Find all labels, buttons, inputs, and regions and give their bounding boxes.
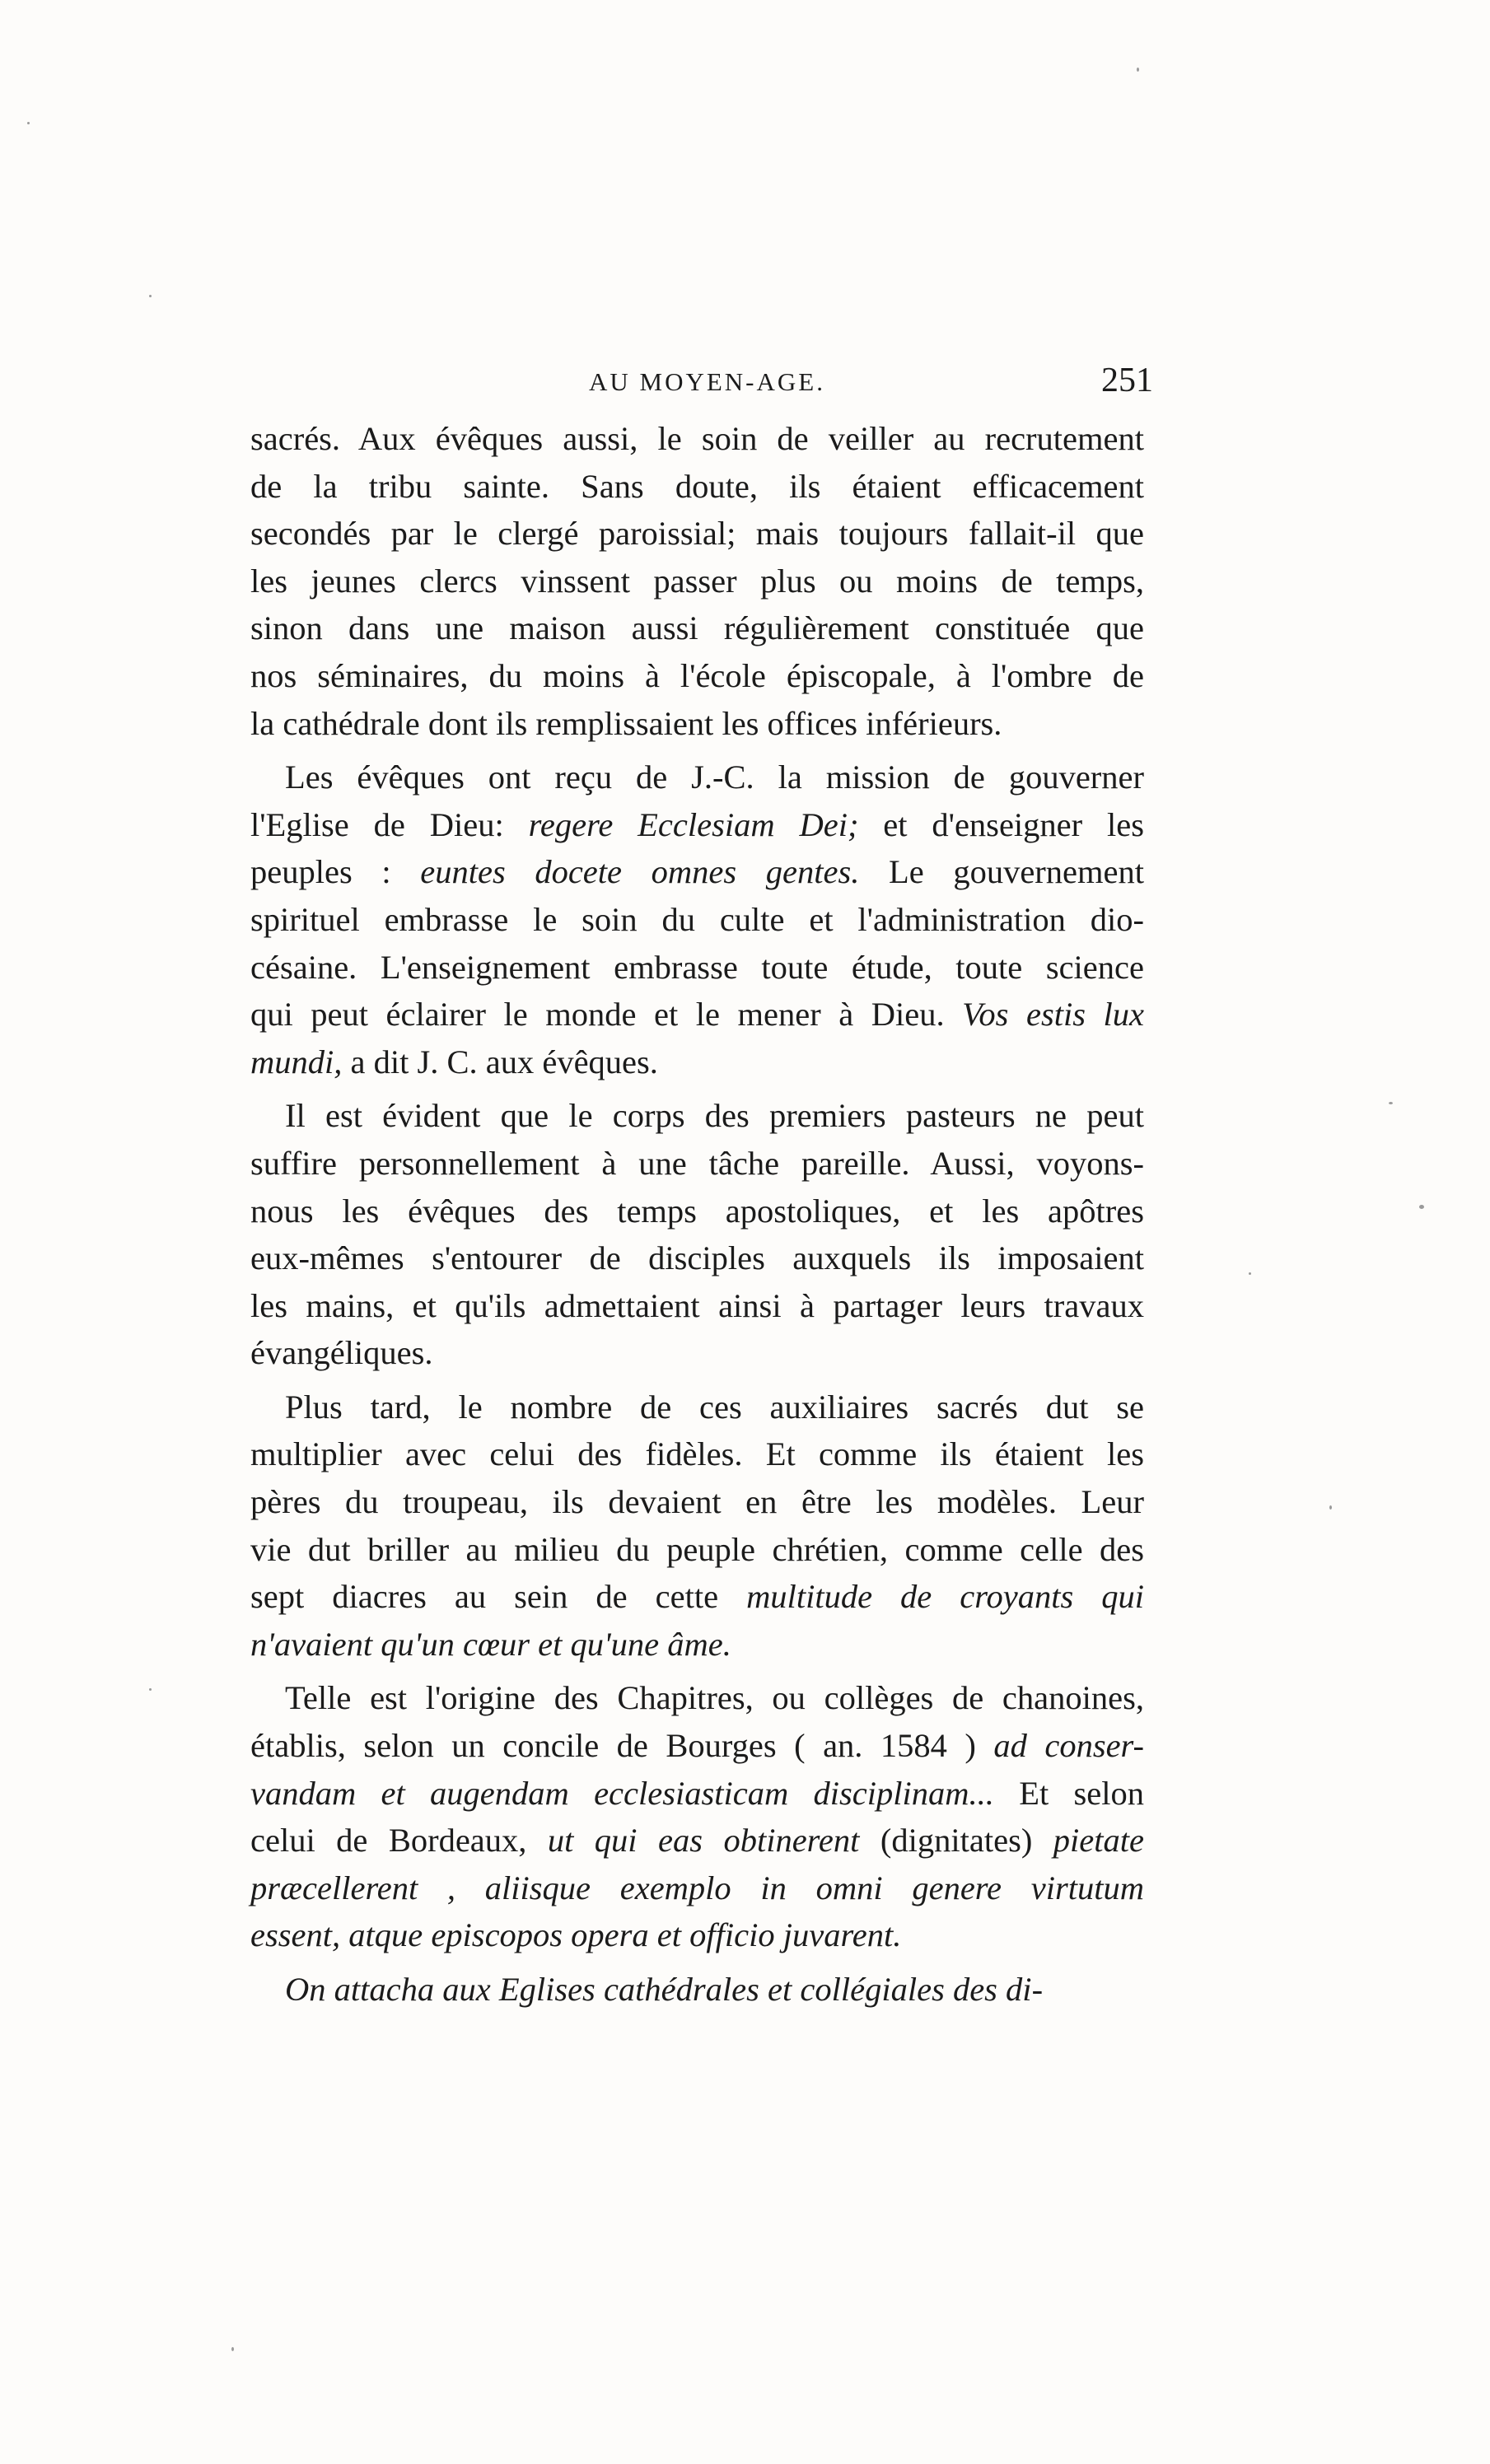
- text-run: Le gouvernement: [859, 853, 1144, 891]
- text-run: de la tribu sainte. Sans doute, ils étaient efficacement: [250, 467, 1144, 505]
- text-line: [250, 510, 1144, 558]
- text-run: sacrés. Aux évêques aussi, le soin de veiller au recrutement: [250, 420, 1144, 457]
- text-line: [250, 1911, 1144, 1959]
- text-line: [250, 1282, 1144, 1330]
- text-line: [250, 848, 1144, 896]
- paper-speck: [27, 122, 30, 124]
- text-run: sinon dans une maison aussi régulièrement constituée que: [250, 609, 1144, 647]
- text-line: [250, 1140, 1144, 1188]
- text-line: [250, 801, 1144, 849]
- paper-speck: [1329, 1505, 1332, 1510]
- paragraph: [250, 1384, 1144, 1668]
- text-line: [250, 1188, 1144, 1235]
- text-line: [250, 754, 1144, 801]
- paragraph: [250, 1092, 1144, 1377]
- text-line: [250, 1329, 1144, 1377]
- running-head: AU MOYEN-AGE.: [589, 367, 825, 396]
- text-run: les jeunes clercs vinssent passer plus ou moins de temps,: [250, 562, 1144, 600]
- text-line: [250, 1722, 1144, 1770]
- paper-speck: [231, 2347, 234, 2351]
- text-run: pères du troupeau, ils devaient en être les modèles. Leur: [250, 1483, 1144, 1521]
- text-line: [250, 558, 1144, 605]
- text-line: [250, 1478, 1144, 1526]
- text-line: [250, 1674, 1144, 1722]
- paper-speck: [1389, 1102, 1393, 1104]
- text-line: [250, 463, 1144, 511]
- text-line: [250, 1966, 1144, 2014]
- text-line: [250, 1817, 1144, 1864]
- text-run: Et selon: [993, 1774, 1145, 1812]
- paragraph: [250, 1674, 1144, 1959]
- text-run: évangéliques.: [250, 1334, 433, 1372]
- text-line: [250, 944, 1144, 992]
- paper-speck: [1249, 1272, 1251, 1275]
- text-line: [250, 1621, 1144, 1668]
- paper-speck: [1419, 1205, 1424, 1209]
- italic-run: On attacha aux Eglises cathédrales et collégiales des di-: [285, 1971, 1044, 2008]
- text-run: établis, selon un concile de Bourges ( an. 1584 ): [250, 1727, 994, 1765]
- italic-run: multitude de croyants qui: [746, 1578, 1145, 1616]
- italic-run: essent, atque episcopos opera et officio juvarent.: [250, 1916, 902, 1954]
- text-line: [250, 1864, 1144, 1912]
- text-run: l'Eglise de Dieu:: [250, 805, 529, 843]
- paper-speck: [149, 1688, 152, 1691]
- text-run: la cathédrale dont ils remplissaient les offices inférieurs.: [250, 704, 1002, 742]
- italic-run: n'avaient qu'un cœur et qu'une âme.: [250, 1625, 731, 1663]
- italic-run: mundi,: [250, 1043, 343, 1080]
- text-run: peuples :: [250, 853, 421, 891]
- text-run: vie dut briller au milieu du peuple chrétien, comme celle des: [250, 1530, 1144, 1568]
- text-run: Les évêques ont reçu de J.-C. la mission de gouverner: [285, 758, 1144, 796]
- text-run: (dignitates): [859, 1822, 1053, 1860]
- italic-run: ut qui eas obtinerent: [547, 1822, 860, 1860]
- text-line: [250, 1234, 1144, 1282]
- text-run: eux-mêmes s'entourer de disciples auxquels ils imposaient: [250, 1239, 1144, 1277]
- italic-run: ad conser-: [993, 1727, 1144, 1765]
- text-line: [250, 1526, 1144, 1574]
- text-line: [250, 1038, 1144, 1086]
- text-line: [250, 604, 1144, 652]
- text-run: césaine. L'enseignement embrasse toute étude, toute science: [250, 948, 1144, 986]
- text-run: qui peut éclairer le monde et le mener à Dieu.: [250, 996, 963, 1034]
- text-run: secondés par le clergé paroissial; mais toujours fallait-il que: [250, 515, 1144, 553]
- paragraph: [250, 415, 1144, 747]
- text-run: nous les évêques des temps apostoliques, et les apôtres: [250, 1192, 1144, 1230]
- page-header: [247, 361, 1153, 410]
- text-line: [250, 700, 1144, 748]
- text-run: a dit J. C. aux évêques.: [342, 1043, 658, 1080]
- text-run: sept diacres au sein de cette: [250, 1578, 747, 1616]
- text-run: celui de Bordeaux,: [250, 1822, 548, 1860]
- italic-run: euntes docete omnes gentes.: [420, 853, 860, 891]
- italic-run: regere Ecclesiam Dei;: [528, 805, 859, 843]
- text-line: [250, 1092, 1144, 1140]
- paper-speck: [1137, 68, 1139, 72]
- italic-run: præcellerent , aliisque exemplo in omni genere virtutum: [250, 1869, 1144, 1906]
- paragraph: [250, 1966, 1144, 2014]
- text-line: [250, 1770, 1144, 1818]
- text-run: Il est évident que le corps des premiers pasteurs ne peut: [285, 1097, 1144, 1135]
- italic-run: Vos estis lux: [962, 996, 1144, 1034]
- text-run: Plus tard, le nombre de ces auxiliaires sacrés dut se: [285, 1388, 1144, 1426]
- text-run: les mains, et qu'ils admettaient ainsi à partager leurs travaux: [250, 1286, 1144, 1324]
- text-run: et d'enseigner les: [858, 805, 1144, 843]
- body-text: [250, 415, 1144, 2014]
- paper-speck: [149, 295, 152, 297]
- text-line: [250, 1384, 1144, 1431]
- text-line: [250, 1573, 1144, 1621]
- paragraph: [250, 754, 1144, 1085]
- text-line: [250, 652, 1144, 700]
- text-line: [250, 415, 1144, 463]
- text-run: spirituel embrasse le soin du culte et l'administration dio-: [250, 900, 1144, 938]
- text-line: [250, 1430, 1144, 1478]
- text-run: nos séminaires, du moins à l'école épiscopale, à l'ombre de: [250, 656, 1144, 694]
- text-run: multiplier avec celui des fidèles. Et comme ils étaient les: [250, 1435, 1144, 1473]
- italic-run: vandam et augendam ecclesiasticam disciplinam...: [250, 1774, 994, 1812]
- italic-run: pietate: [1053, 1822, 1144, 1860]
- text-run: suffire personnellement à une tâche pareille. Aussi, voyons-: [250, 1144, 1144, 1182]
- page-number: 251: [1101, 362, 1153, 399]
- text-line: [250, 991, 1144, 1038]
- text-run: Telle est l'origine des Chapitres, ou collèges de chanoines,: [285, 1679, 1144, 1717]
- text-line: [250, 896, 1144, 944]
